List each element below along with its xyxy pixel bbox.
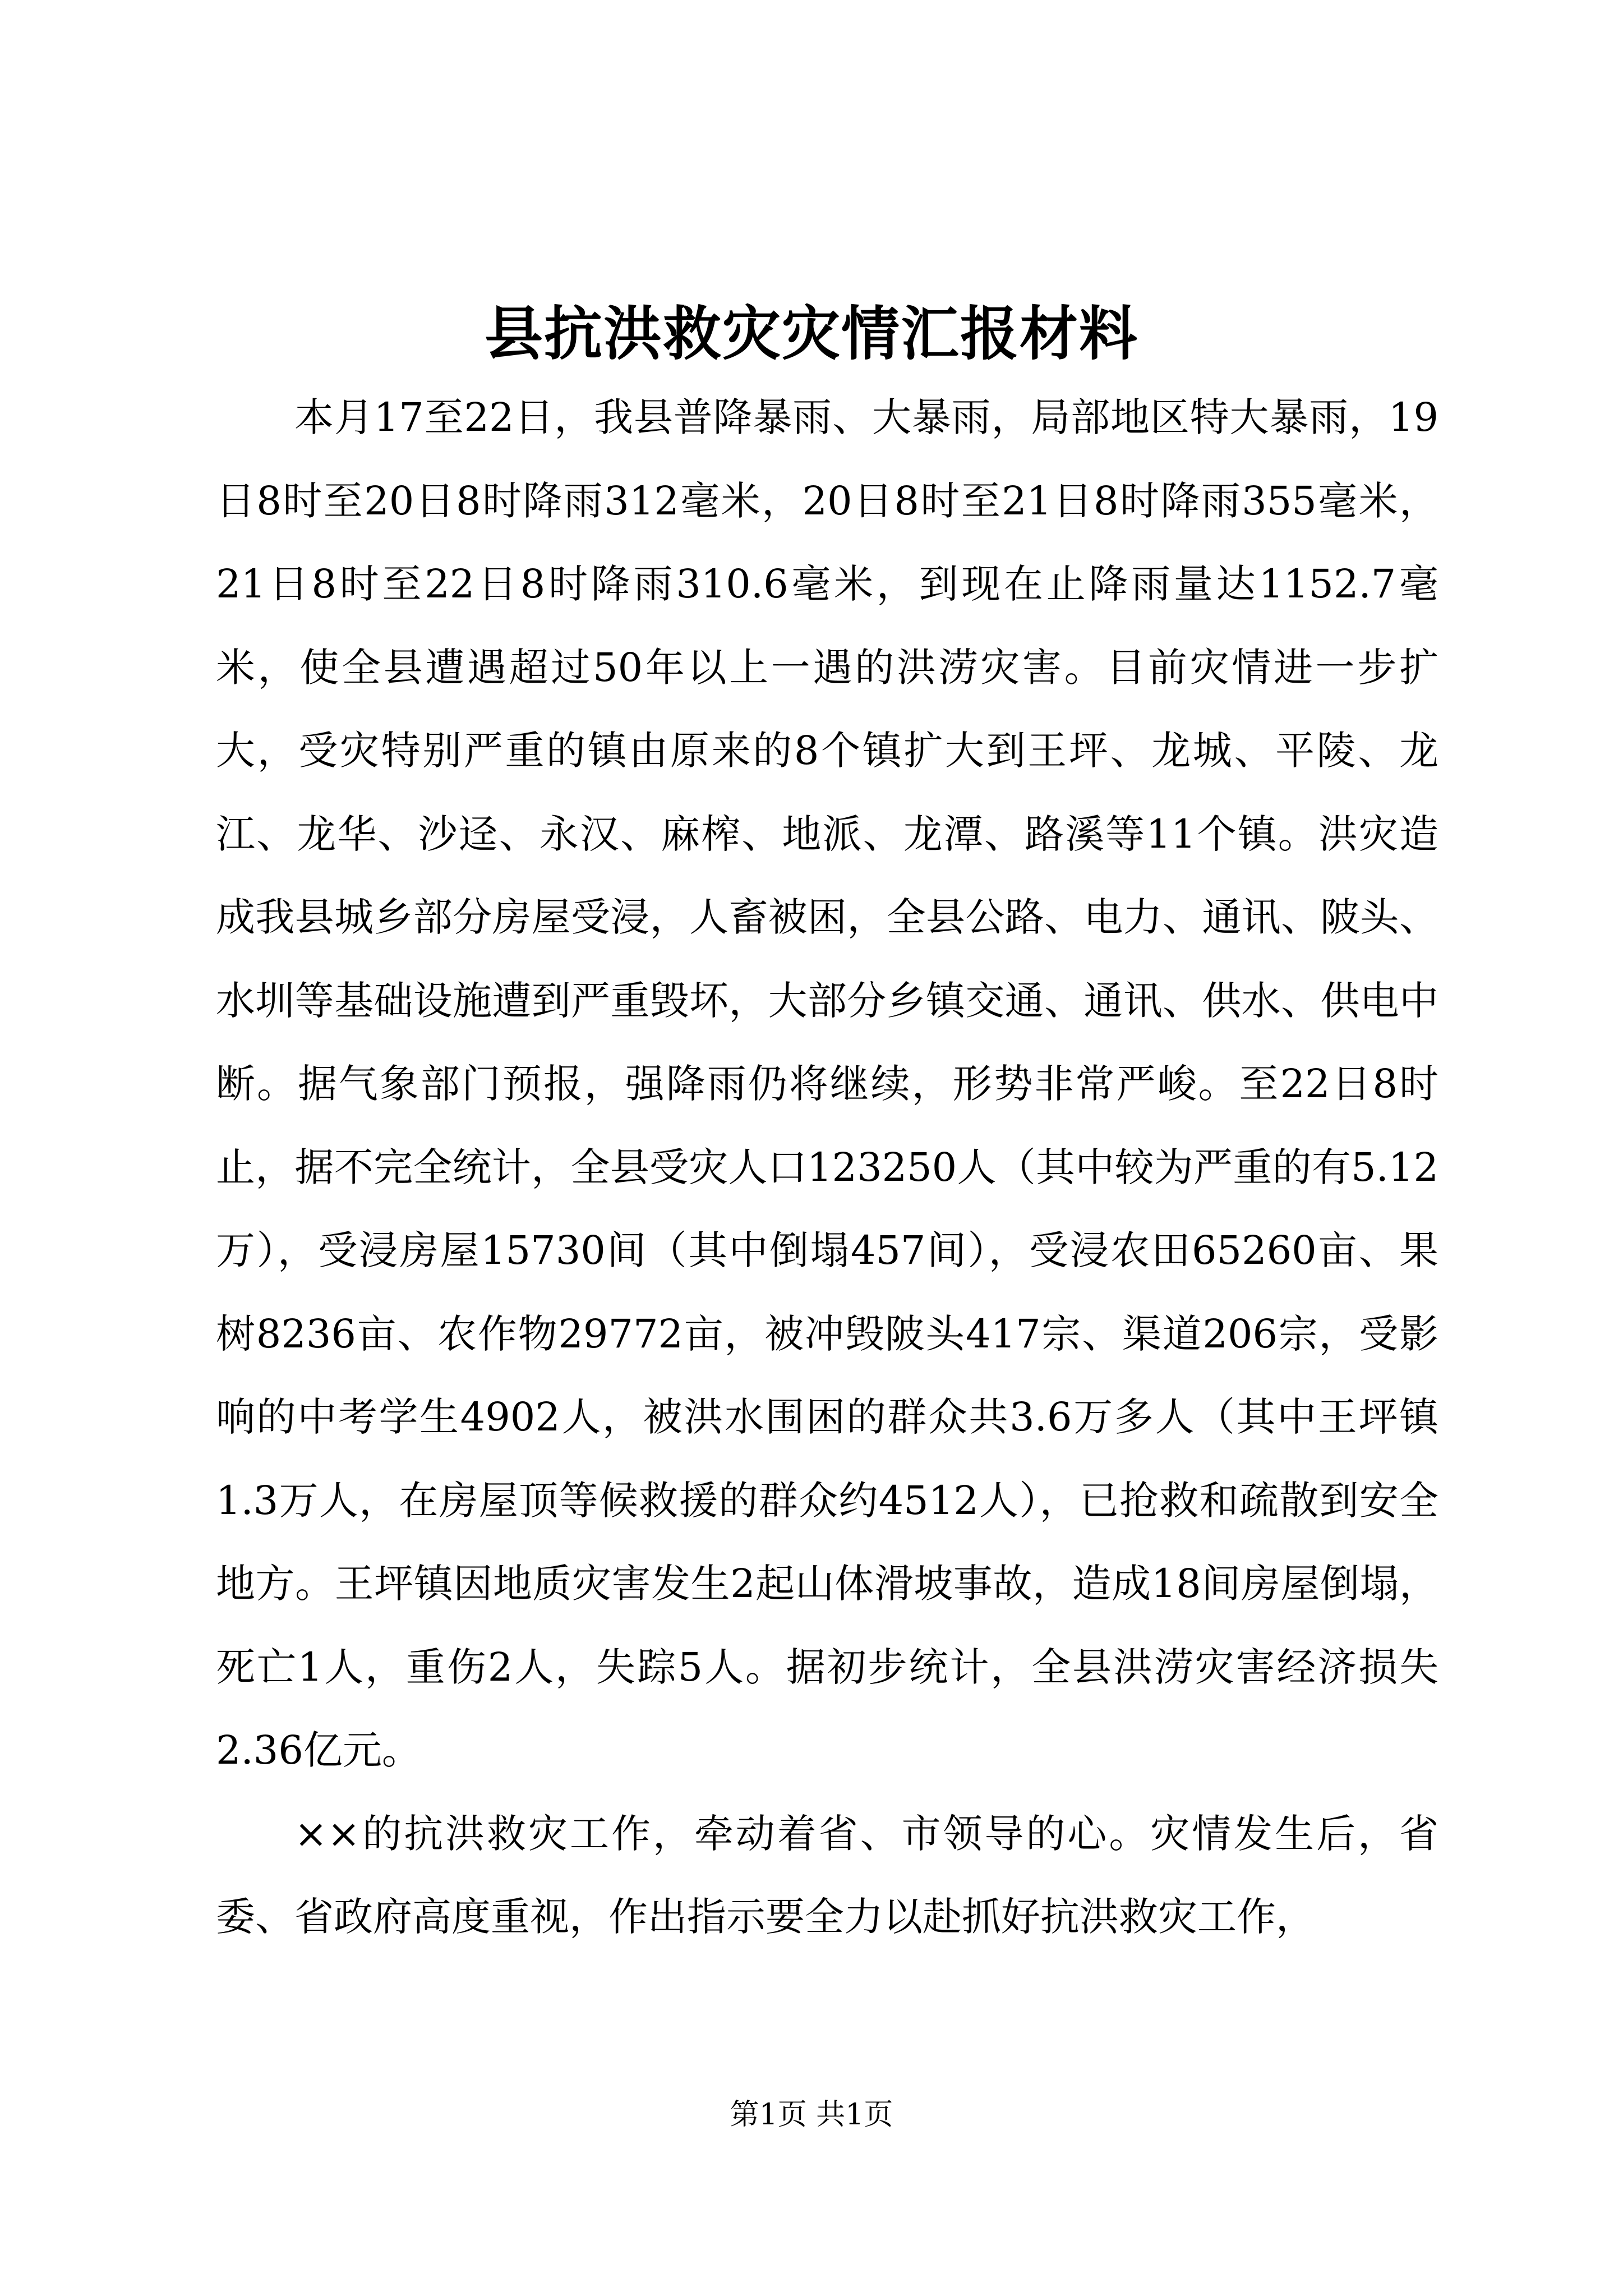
page-number-footer: 第1页 共1页 — [730, 2098, 893, 2132]
document-body — [216, 376, 1438, 1959]
document-title: 县抗洪救灾灾情汇报材料 — [484, 299, 1138, 368]
paragraph-leadership-response: ××的抗洪救灾工作，牵动着省、市领导的心。灾情发生后，省委、省政府高度重视，作出指示要全力以赴抓好抗洪救灾工作， — [216, 1810, 1438, 1940]
paragraph-disaster-summary: 本月17至22日，我县普降暴雨、大暴雨，局部地区特大暴雨，19日8时至20日8时降雨312毫米，20日8时至21日8时降雨355毫米，21日8时至22日8时降雨310.6毫米，到现在止降雨量达1152.7毫米，使全县遭遇超过50年以上一遇的洪涝灾害。目前灾情进一步扩大，受灾特别严重的镇由原来的8个镇扩大到王坪、龙城、平陵、龙江、龙华、沙迳、永汉、麻榨、地派、龙潭、路溪等11个镇。洪灾造成我县城乡部分房屋受浸，人畜被困，全县公路、电力、通讯、陂头、水圳等基础设施遭到严重毁坏，大部分乡镇交通、通讯、供水、供电中断。据气象部门预报，强降雨仍将继续，形势非常严峻。至22日8时止，据不完全统计，全县受灾人口123250人（其中较为严重的有5.12万），受浸房屋15730间（其中倒塌457间），受浸农田65260亩、果树8236亩、农作物29772亩，被冲毁陂头417宗、渠道206宗，受影响的中考学生4902人，被洪水围困的群众共3.6万多人（其中王坪镇1.3万人，在房屋顶等候救援的群众约4512人），已抢救和疏散到安全地方。王坪镇因地质灾害发生2起山体滑坡事故，造成18间房屋倒塌，死亡1人，重伤2人，失踪5人。据初步统计，全县洪涝灾害经济损失2.36亿元。 — [216, 394, 1438, 1773]
